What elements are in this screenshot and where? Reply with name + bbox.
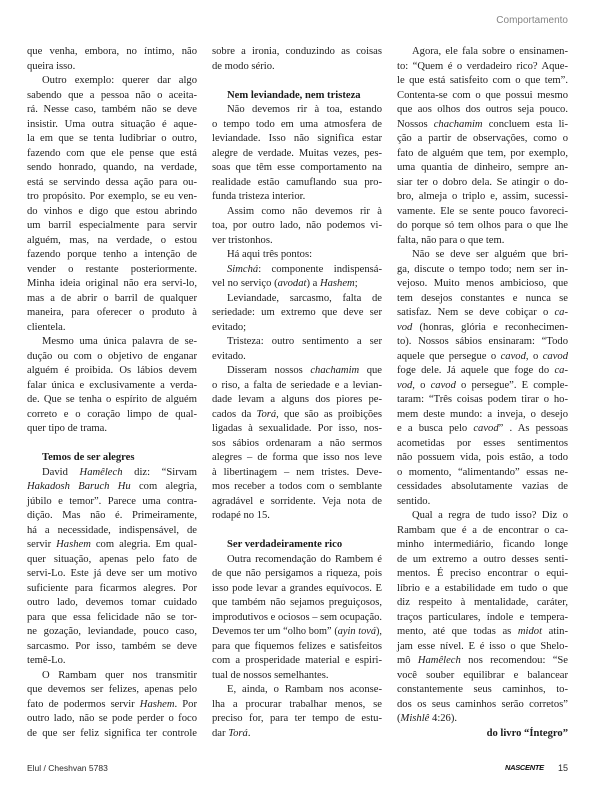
text-line: dução ou com o objetivo de enganar xyxy=(27,350,197,362)
text-run: que xyxy=(359,365,382,376)
text-line: ligadas à sexualidade. Por isso, nos- xyxy=(212,423,382,434)
text-line: alguém é proibida. Os lábios devem xyxy=(27,365,197,376)
text-line: falta, não para o que tem. xyxy=(397,234,505,246)
text-line: sendo honrado, quando, na verdade, xyxy=(27,162,197,173)
text-line: tro propósito. Por exemplo, se eu ven- xyxy=(27,191,197,202)
text-line xyxy=(27,698,197,713)
text-line: com a prosperidade material e espiri- xyxy=(212,655,382,666)
text-line: sarcasmo. Por isso, também se deve xyxy=(27,640,197,652)
text-line: sabendo que a pessoa não o aceita- xyxy=(27,89,197,101)
italic-term: cavod xyxy=(430,379,456,391)
text-run: dar xyxy=(212,727,229,739)
text-line: Agora, ele fala sobre o ensinamen- xyxy=(412,46,568,57)
text-run: ( xyxy=(397,713,401,724)
text-run: foge dele. Já aquele que foge do xyxy=(397,365,555,376)
text-line: O Rambam quer nos transmitir xyxy=(42,669,197,681)
text-line: que venha, embora, no íntimo, não xyxy=(27,46,197,57)
text-run: diz: “Sirvam xyxy=(122,466,197,478)
text-run: . Por xyxy=(174,698,198,710)
text-line: queira isso. xyxy=(27,60,76,72)
text-line: de modo sério. xyxy=(212,60,275,72)
text-line xyxy=(397,321,568,336)
paragraph xyxy=(212,45,382,74)
text-line: to: “Quem é o verdadeiro rico? Aque- xyxy=(397,60,568,72)
text-line: lha a procurar trabalhar menos, se xyxy=(212,698,382,710)
text-line: dos os seus caminhos serão corretos” xyxy=(397,698,568,710)
text-line: Outro exemplo: querer dar algo xyxy=(42,75,197,86)
text-line: falar única e exclusivamente a verda- xyxy=(27,379,197,391)
text-line: ver tristonhos. xyxy=(212,234,273,246)
text-line: vamente. Ele se sente pouco favoreci- xyxy=(397,205,568,217)
text-line: de que ser feliz significa ter controle xyxy=(27,727,197,739)
paragraph xyxy=(212,292,382,336)
paragraph xyxy=(27,669,197,742)
text-line: jam esse nível. E é isso o que Shelo- xyxy=(397,640,568,652)
text-line: que também não sejamos preguiçosos, xyxy=(212,597,382,608)
italic-term: Torá xyxy=(228,727,248,739)
italic-term: vod xyxy=(397,321,413,333)
article-column-1 xyxy=(27,45,197,741)
text-line xyxy=(212,408,382,423)
text-run: servir xyxy=(27,539,57,550)
text-line: maneira, para oferecer o produto à xyxy=(27,307,197,318)
italic-term: Hamêlech xyxy=(417,655,461,666)
text-run: , o xyxy=(525,350,543,362)
paragraph xyxy=(397,509,568,727)
text-line: improdutivos e ociosos – sem ocupação. xyxy=(212,611,382,623)
text-line: ne gozação, leviandade, pouco caso, xyxy=(27,626,197,637)
text-line: sobre a ironia, conduzindo as coisas xyxy=(212,46,382,57)
article-credit: do livro “Íntegro” xyxy=(486,727,568,739)
text-line: que aos olhos dos outros seja pouco. xyxy=(397,104,568,115)
text-run: concluem esta li- xyxy=(482,118,568,130)
paragraph xyxy=(212,335,382,364)
italic-term: ca- xyxy=(554,307,568,318)
text-line: de que não persigamos a riqueza, pois xyxy=(212,568,382,579)
text-run: ; xyxy=(354,278,358,289)
text-line: outro lado, não se pode perder o foco xyxy=(27,713,197,724)
italic-term: ayin tová xyxy=(337,626,376,637)
text-line xyxy=(27,538,197,553)
text-line xyxy=(397,306,568,321)
paragraph xyxy=(212,364,382,524)
text-line: que devemos ser felizes, apenas pelo xyxy=(27,684,197,695)
text-line: mas a de abrir o barril de qualquer xyxy=(27,292,197,304)
text-line: dade levam a alguns dos piores pe- xyxy=(212,394,382,405)
text-line: Tristeza: outro sentimento a ser xyxy=(227,336,382,347)
text-line: vejoso. Muito menos ambicioso, que xyxy=(397,278,568,289)
text-run: atin- xyxy=(542,626,569,637)
text-line: traços particulares, índole e tempera- xyxy=(397,611,568,623)
text-line: outro lado, devemos tomar cuidado xyxy=(27,597,197,608)
italic-term: chachamim xyxy=(310,365,360,376)
text-line: está se servindo dessa ação para ou- xyxy=(27,176,197,188)
italic-term: Mishlê xyxy=(400,713,430,724)
text-line: quer tipo de trama. xyxy=(27,423,108,434)
text-run: com alegria. Em qual- xyxy=(90,539,197,550)
italic-term: Hashem xyxy=(56,539,91,550)
text-line: rá. Nesse caso, também não se deve xyxy=(27,104,197,115)
text-line: cessidades absolutamente vazias de xyxy=(397,481,568,492)
text-run: ” . As pessoas xyxy=(498,423,568,434)
text-line: fazendo com que ele pense que está xyxy=(27,147,197,159)
italic-term: Hashem xyxy=(139,698,175,710)
text-line: uma quantia de dinheiro, sempre an- xyxy=(397,162,568,173)
text-line: seriedade: um extremo que deve ser xyxy=(212,307,382,318)
text-run: aquele que persegue o xyxy=(397,350,501,362)
paragraph xyxy=(27,335,197,437)
text-line: rodapé no 15. xyxy=(212,510,270,521)
italic-term: Hamêlech xyxy=(79,466,123,478)
text-line: preciso for, para ter tempo de estu- xyxy=(212,713,382,724)
text-line: não possuem vida, pois estão, a todo xyxy=(397,452,568,463)
text-line: sos sábios ordenaram a não sermos xyxy=(212,437,382,449)
text-line: Leviandade, sarcasmo, falta de xyxy=(227,292,382,304)
text-line: tual de nossos semelhantes. xyxy=(212,669,329,681)
text-line: E, ainda, o Rambam nos aconse- xyxy=(227,684,382,695)
paragraph xyxy=(212,683,382,741)
paragraph xyxy=(27,74,197,335)
text-run: mô xyxy=(397,655,418,666)
text-run: vel no serviço ( xyxy=(212,278,278,289)
text-run: satisfaz. Nem se deve cobiçar o xyxy=(397,307,555,318)
text-line: funda tristeza interior. xyxy=(212,191,306,202)
text-line: júbilo e temor”. Parece uma contra- xyxy=(27,495,197,507)
text-line: diz respeito à mentalidade, caráter, xyxy=(397,597,568,608)
paragraph xyxy=(212,205,382,249)
text-line: isso pode levar a grandes equívocos. E xyxy=(212,582,382,594)
text-run: , que são as proibições xyxy=(276,408,382,420)
paragraph xyxy=(212,553,382,684)
text-line: insistir. Uma outra situação é aque- xyxy=(27,118,197,130)
text-line: o riso, a falta de seriedade e a levian- xyxy=(212,379,382,391)
paragraph xyxy=(212,248,382,263)
text-line: acometidas por esses sentimentos xyxy=(397,437,568,449)
text-line: temê-Lo. xyxy=(27,655,66,666)
text-line: o momento, “alimentando” essas ne- xyxy=(397,466,568,478)
text-line: correto e o coração limpo de qual- xyxy=(27,408,197,420)
text-line xyxy=(212,727,382,742)
issue-date: Elul / Cheshvan 5783 xyxy=(27,763,108,773)
text-line: ga, discute o tempo todo; nem ser in- xyxy=(397,263,568,275)
text-line xyxy=(27,466,197,481)
paragraph xyxy=(212,103,382,205)
text-line: Não devemos rir à toa, estando xyxy=(227,104,382,115)
text-run: David xyxy=(42,466,80,478)
text-line: líbrio e a estabilidade em tudo o que xyxy=(397,582,568,594)
italic-term: Hakadosh Baruch Hu xyxy=(27,481,131,492)
text-line: do vinhos e digo que estou abrindo xyxy=(27,205,197,217)
text-line: há a necessidade, indispensável, de xyxy=(27,524,197,536)
text-line: suficiente para ficarmos alegres. Por xyxy=(27,582,197,594)
text-line: toa, por outro lado, não podemos vi- xyxy=(212,220,382,231)
italic-term: Simchá xyxy=(227,263,259,275)
text-run: mento, até que todas as xyxy=(397,626,518,637)
text-line: à libertinagem – nem tristes. Deve- xyxy=(212,466,382,478)
magazine-logo: NASCENTE xyxy=(505,763,544,772)
text-line xyxy=(212,625,382,640)
text-line: Minha ideia original não era servi-lo, xyxy=(27,278,197,289)
text-line: alegres – de forma que isso nos leve xyxy=(212,452,382,463)
text-line: alguém, mas, na verdade, o estou xyxy=(27,234,197,246)
text-line xyxy=(397,350,568,365)
text-line: to). Nossos sábios ensinaram: “Todo xyxy=(397,336,568,347)
text-line: Não se deve ser alguém que bri- xyxy=(412,249,568,260)
text-line: evitado; xyxy=(212,321,247,333)
italic-term: cavod xyxy=(500,350,526,362)
article-column-2 xyxy=(212,45,382,741)
text-run: . xyxy=(247,727,251,739)
text-line: mentos. É preciso encontrar o equi- xyxy=(397,568,568,579)
paragraph xyxy=(212,263,382,292)
text-line: leviandade. Isso não significa estar xyxy=(212,133,382,144)
text-line: você souber equilibrar e balancear xyxy=(397,669,568,681)
paragraph xyxy=(27,45,197,74)
text-run: o persegue”. E comple- xyxy=(455,379,568,391)
text-run: e a busca pelo xyxy=(397,423,474,434)
section-heading: Temos de ser alegres xyxy=(42,452,135,463)
section-title: Comportamento xyxy=(496,15,568,26)
italic-term: cavod xyxy=(473,423,499,434)
text-line: Rambam que é a de encontrar o ca- xyxy=(397,524,568,536)
text-line: siar ter o dobro dela. Se atingir o do- xyxy=(397,176,568,188)
text-line xyxy=(397,422,568,437)
text-line: le que está satisfeito com o que tem”. xyxy=(397,75,568,86)
italic-term: ca- xyxy=(554,365,568,376)
text-line xyxy=(397,625,568,640)
article-column-3 xyxy=(397,45,568,741)
text-run: Devemos ter um “olho bom” ( xyxy=(212,626,338,637)
text-run: cados da xyxy=(212,408,257,420)
text-run: ) a xyxy=(306,278,320,289)
text-line: de. Que se tenha o espírito de alguém xyxy=(27,394,197,405)
text-line: servi-Lo. Este já deve ser um motivo xyxy=(27,568,197,579)
text-line: Mesmo uma única palavra de se- xyxy=(42,336,197,347)
text-line: de um extremo a outro desses senti- xyxy=(397,553,568,565)
text-line: mos receber a todos com o semblante xyxy=(212,481,382,492)
text-line: minho intermediário, ficando longe xyxy=(397,539,568,550)
text-run: Disseram nossos xyxy=(227,365,311,376)
text-line: realidade estão camuflando sua pro- xyxy=(212,176,382,188)
text-line xyxy=(27,480,197,495)
italic-term: cavod xyxy=(542,350,568,362)
text-line: evitado. xyxy=(212,350,246,362)
text-line: soas que têm esse comportamento na xyxy=(212,162,382,173)
paragraph xyxy=(397,45,568,248)
text-line: constantemente seus caminhos, to- xyxy=(397,684,568,695)
text-line xyxy=(212,263,382,278)
text-line: vender o restante posteriormente. xyxy=(27,263,197,275)
text-run: (honras, glória e reconhecimen- xyxy=(412,321,568,333)
text-line: para que fiquemos felizes e satisfeitos xyxy=(212,640,382,652)
text-line: um barril especialmente para servir xyxy=(27,220,197,231)
text-line: dição. Mas não é. Primeiramente, xyxy=(27,510,197,521)
italic-term: chachamim xyxy=(433,118,483,130)
text-line: Assim como não devemos rir à xyxy=(227,205,382,217)
text-line: bro, almeja o triplo e, assim, sucessi- xyxy=(397,191,568,202)
text-line: fazendo porque tenho a intenção de xyxy=(27,249,197,260)
italic-term: Torá xyxy=(256,408,277,420)
text-line: tem desejos constantes e nunca se xyxy=(397,292,568,304)
italic-term: vod xyxy=(397,379,413,391)
paragraph xyxy=(27,466,197,669)
text-line: sentido. xyxy=(397,495,431,507)
text-run: fato de podermos servir xyxy=(27,698,140,710)
italic-term: Hashem xyxy=(319,278,355,289)
text-line xyxy=(212,364,382,379)
text-line xyxy=(397,379,568,394)
text-line: alegre de verdade. Muitas vezes, pes- xyxy=(212,147,382,159)
text-run: Nossos xyxy=(397,118,434,130)
text-line: para que essa felicidade não se tor- xyxy=(27,611,197,623)
text-line xyxy=(212,277,382,292)
text-line: do porque só tem olhos para o que lhe xyxy=(397,220,568,231)
text-line: mem deste mundo: a inveja, o desejo xyxy=(397,408,568,420)
text-line: Há aqui três pontos: xyxy=(227,249,313,260)
section-heading: Ser verdadeiramente rico xyxy=(227,539,343,550)
text-line xyxy=(397,364,568,379)
text-line xyxy=(397,654,568,669)
text-line: fato de alguém que tem, por exemplo, xyxy=(397,147,568,159)
paragraph xyxy=(397,248,568,509)
text-line: Contenta-se com o que possui mesmo xyxy=(397,89,568,101)
text-line: ção a partir de observações, como o xyxy=(397,133,568,144)
text-line: clientela. xyxy=(27,321,66,333)
text-line: Outra recomendação do Rambem é xyxy=(227,553,382,565)
section-heading: Nem leviandade, nem tristeza xyxy=(227,89,361,101)
text-run: com alegria, xyxy=(130,481,197,492)
text-line xyxy=(397,118,568,133)
italic-term: avodat xyxy=(277,278,307,289)
text-line xyxy=(397,712,568,727)
text-run: : componente indispensá- xyxy=(258,263,382,275)
text-run: nos recomendou: “Se xyxy=(460,655,569,666)
text-run: , o xyxy=(412,379,431,391)
text-line: la em que se tenta ludibriar o outro, xyxy=(27,133,197,144)
page-number: 15 xyxy=(557,763,568,773)
text-run: 4:26). xyxy=(429,713,458,724)
text-run: ), xyxy=(375,626,382,637)
text-line: quer situação, apenas pelo fato de xyxy=(27,553,197,565)
text-line: agradável e sorridente. Veja nota de xyxy=(212,495,382,507)
text-line: Qual a regra de tudo isso? Diz o xyxy=(412,510,568,521)
text-line: taram: “Três coisas podem tirar o ho- xyxy=(397,394,568,405)
italic-term: midot xyxy=(517,626,543,637)
text-line: o tempo todo em uma atmosfera de xyxy=(212,118,382,130)
